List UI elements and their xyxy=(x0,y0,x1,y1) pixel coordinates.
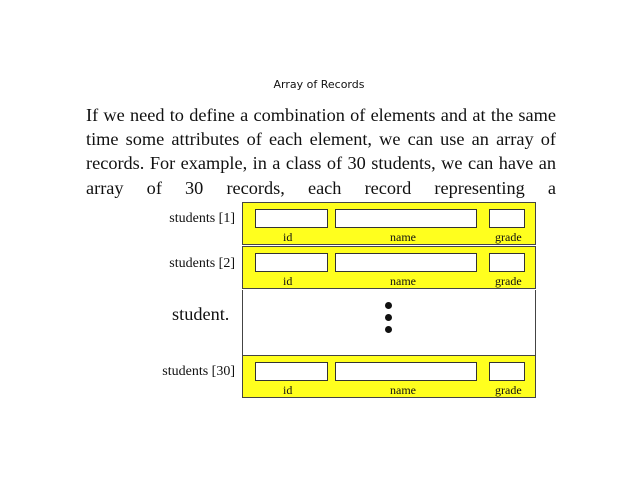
ellipsis-dot xyxy=(385,302,392,309)
grade-label: grade xyxy=(495,230,522,244)
ellipsis-dot xyxy=(385,314,392,321)
grade-box xyxy=(489,253,525,272)
name-box xyxy=(335,209,477,228)
id-label: id xyxy=(283,383,293,397)
id-label: id xyxy=(283,274,293,288)
id-label: id xyxy=(283,230,293,244)
grade-label: grade xyxy=(495,383,522,397)
name-box xyxy=(335,253,477,272)
body-paragraph: If we need to define a combination of elements and at the same time some attributes of each element, we can use an array of records. For example, in a class of 30 students, we can have an array of 30 records, each record representing a xyxy=(86,105,556,198)
record-label-1: students [1] xyxy=(169,211,235,226)
id-box xyxy=(255,253,328,272)
id-box xyxy=(255,362,328,381)
grade-label: grade xyxy=(495,274,522,288)
name-box xyxy=(335,362,477,381)
record-label-2: students [2] xyxy=(169,256,235,271)
name-label: name xyxy=(390,230,416,244)
body-paragraph-end: student. xyxy=(172,304,230,324)
ellipsis-section xyxy=(242,290,536,355)
record-2 xyxy=(242,246,536,289)
record-30 xyxy=(242,355,536,398)
ellipsis-dot xyxy=(385,326,392,333)
name-label: name xyxy=(390,383,416,397)
grade-box xyxy=(489,362,525,381)
id-box xyxy=(255,209,328,228)
name-label: name xyxy=(390,274,416,288)
record-1 xyxy=(242,202,536,245)
grade-box xyxy=(489,209,525,228)
record-label-30: students [30] xyxy=(162,364,235,379)
slide-title: Array of Records xyxy=(273,78,365,91)
